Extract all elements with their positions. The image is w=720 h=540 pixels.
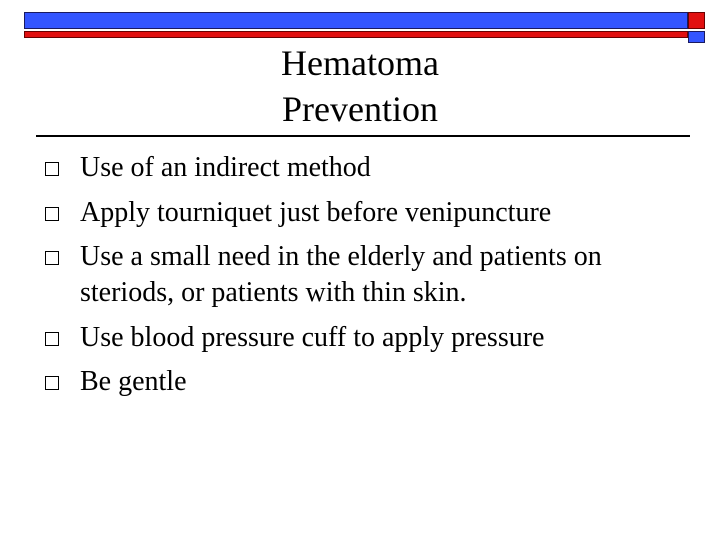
bullet-text: Use blood pressure cuff to apply pressure [80,321,545,353]
decorative-red-square [688,12,705,29]
title-underline-rule [36,135,690,137]
hollow-square-bullet-icon [45,207,59,221]
bullet-text: Be gentle [80,366,187,397]
hollow-square-bullet-icon [45,251,59,265]
slide-title-line-2: Prevention [282,89,438,129]
slide-title-line-1: Hematoma [281,43,439,83]
decorative-blue-bar [24,12,688,29]
hollow-square-bullet-icon [45,376,59,390]
bullet-item [46,239,696,311]
bullet-item [46,150,696,186]
bullet-item [46,364,696,400]
bullet-list [46,150,696,409]
bullet-text: Apply tourniquet just before venipuncture [80,196,552,228]
bullet-item [46,320,696,356]
bullet-text: Use a small need in the elderly and patients on steriods, or patients with thin skin. [80,241,602,308]
hollow-square-bullet-icon [45,332,59,346]
bullet-text: Use of an indirect method [80,152,371,183]
decorative-red-bar [24,31,688,38]
slide-title [0,40,720,132]
bullet-item [46,195,696,231]
hollow-square-bullet-icon [45,162,59,176]
